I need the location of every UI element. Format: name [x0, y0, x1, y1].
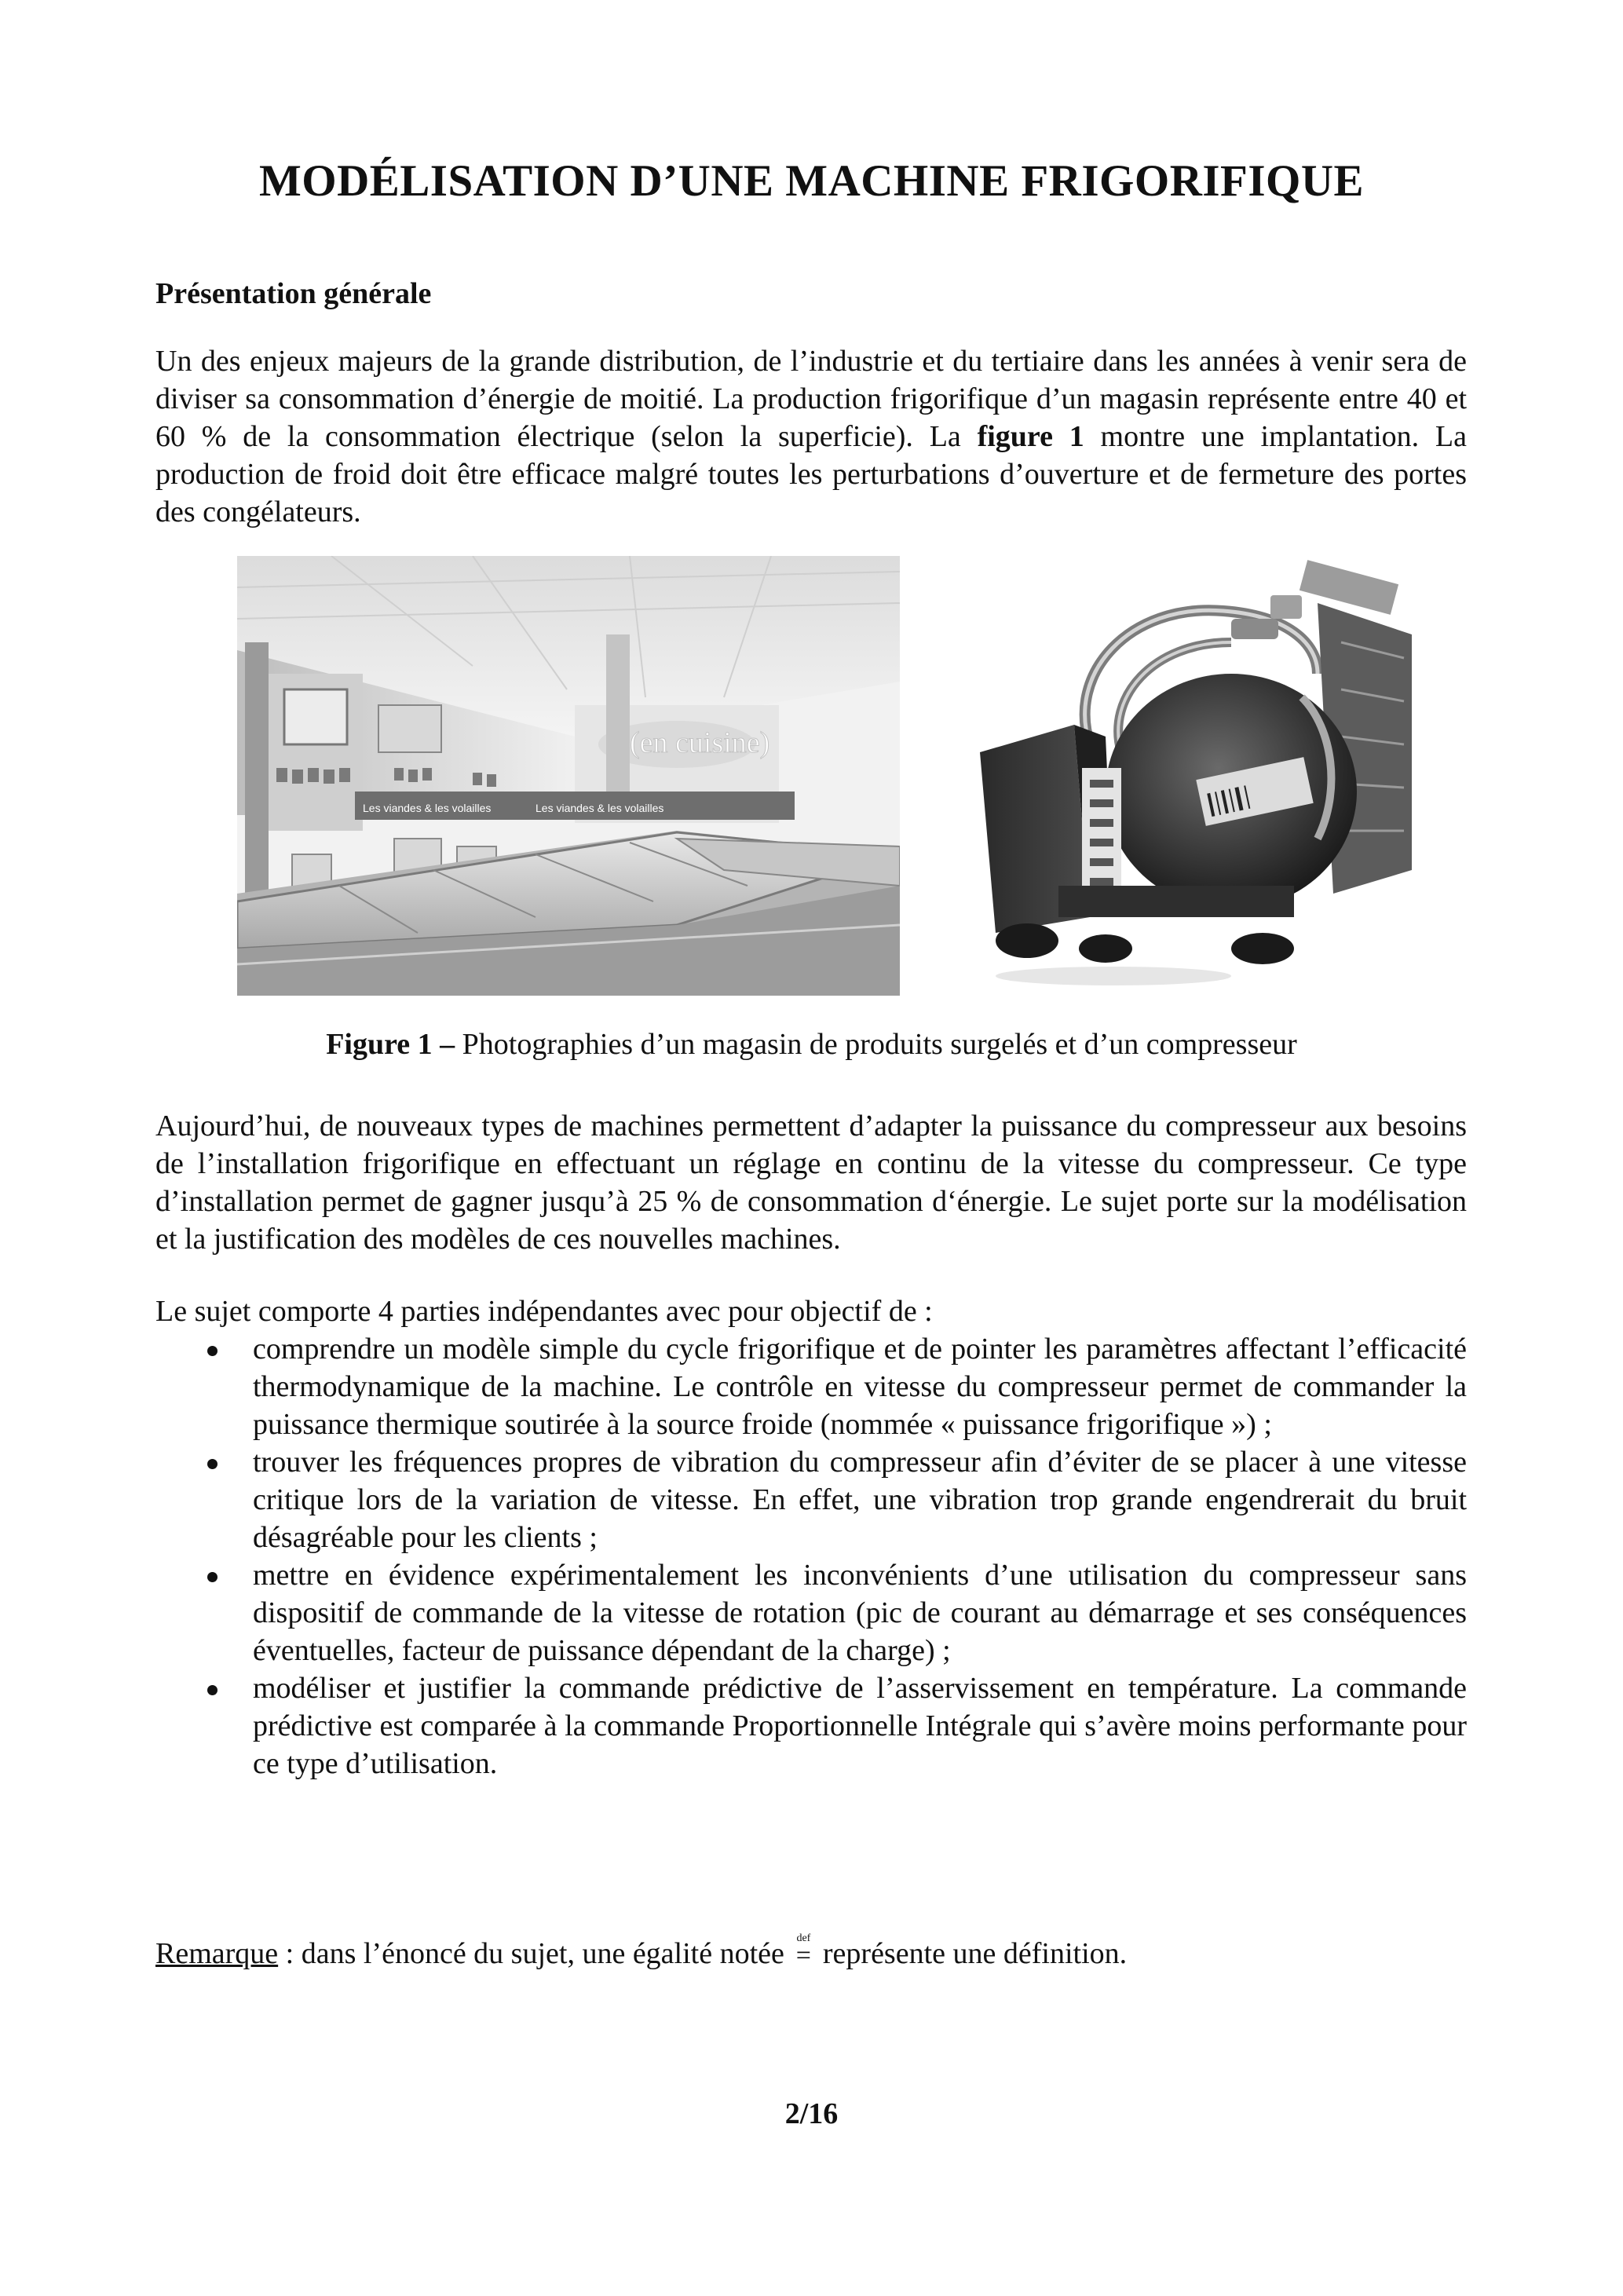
list-item-text: modéliser et justifier la commande prédictive de l’asservissement en température. La commande prédictive est comparée à la commande Proportionnelle Intégrale qui s’avère moins performante pour ce type d’utilisation. [253, 1672, 1467, 1780]
bullet-icon [207, 1685, 217, 1695]
figure-caption [0, 1027, 1623, 1062]
body-paragraph-2: Aujourd’hui, de nouveaux types de machines permettent d’adapter la puissance du compresseur aux besoins de l’installation frigorifique en effectuant un réglage en continu de la vitesse du compresseur. Ce type d’installation permet de gagner jusqu’à 25 % de consommation d‘énergie. Le sujet porte sur la modélisation et la justification des modèles de ces nouvelles machines. [155, 1110, 1467, 1256]
compressor-image [972, 556, 1434, 996]
bullet-icon [207, 1572, 217, 1582]
bullet-icon [207, 1346, 217, 1356]
definition-symbol-eq: = [795, 1941, 811, 1970]
compressor-photo [972, 556, 1434, 996]
figure-reference: figure 1 [977, 420, 1084, 453]
intro-paragraph [155, 342, 1467, 531]
objectives-list [155, 1330, 1467, 1782]
figure-1 [237, 556, 1434, 996]
list-item [155, 1556, 1467, 1669]
store-photo [237, 556, 900, 996]
objectives-intro: Le sujet comporte 4 parties indépendantes avec pour objectif de : [155, 1295, 933, 1328]
list-item [155, 1669, 1467, 1782]
remark-label: Remarque [155, 1937, 279, 1970]
intro-text-start: Un des enjeux majeurs de la grande distribution, de l’industrie et du tertiaire dans les années à venir sera de diviser sa consommation d’énergie de moitié. La production frigorifique d’un magasin représente entre 40 et 60 % de la consommation électrique (selon la superficie). La [155, 345, 1467, 453]
store-sign-2: Les viandes & les volailles [536, 802, 664, 814]
intro-text-end: montre une implantation. La production de froid doit être efficace malgré toutes les perturbations d’ouverture et de fermeture des portes des congélateurs. [155, 420, 1467, 528]
figure-caption-text: Photographies d’un magasin de produits surgelés et d’un compresseur [455, 1028, 1297, 1061]
document-title: MODÉLISATION D’UNE MACHINE FRIGORIFIQUE [258, 156, 1365, 206]
figure-caption-label: Figure 1 – [326, 1028, 455, 1061]
list-item-text: mettre en évidence expérimentalement les inconvénients d’une utilisation du compresseur sans dispositif de commande de la vitesse de rotation (pic de courant au démarrage et ses conséquences éventuelles, facteur de puissance dépendant de la charge) ; [253, 1559, 1467, 1667]
page-number: 2/16 [784, 2097, 839, 2130]
frozen-food-store-image [237, 556, 900, 996]
section-heading: Présentation générale [155, 277, 432, 310]
store-sign-en-cuisine: (en cuisine) [630, 726, 770, 759]
remark [155, 1932, 1128, 1971]
list-item-text: trouver les fréquences propres de vibration du compresseur afin d’éviter de se placer à une vitesse critique lors de la variation de vitesse. En effet, une vibration trop grande engendrerait du bruit désagréable pour les clients ; [253, 1446, 1467, 1554]
store-sign-1: Les viandes & les volailles [363, 802, 492, 814]
list-item-text: comprendre un modèle simple du cycle frigorifique et de pointer les paramètres affectant l’efficacité thermodynamique de la machine. Le contrôle en vitesse du compresseur permet de commander la puissance thermique soutirée à la source froide (nommée « puissance frigorifique ») ; [253, 1333, 1467, 1441]
definition-symbol-top: def [796, 1932, 811, 1944]
list-item [155, 1443, 1467, 1556]
bullet-icon [207, 1459, 217, 1469]
definition-equals-symbol [791, 1932, 815, 1970]
remark-text-start: : dans l’énoncé du sujet, une égalité notée [278, 1937, 792, 1970]
list-item [155, 1330, 1467, 1443]
remark-text-end: représente une définition. [815, 1937, 1128, 1970]
